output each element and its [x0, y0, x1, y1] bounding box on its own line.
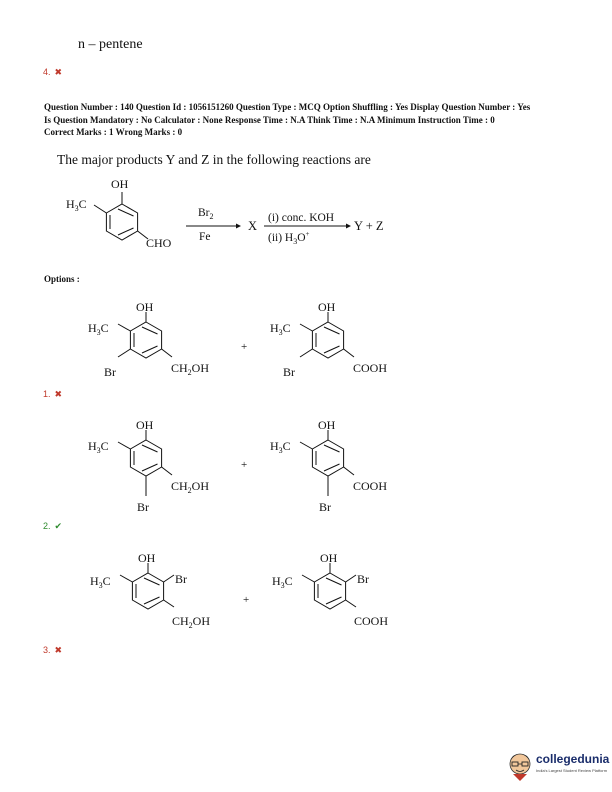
metadata-line-1: Question Number : 140 Question Id : 1056151260 Question Type : MCQ Option Shuffling : Yes Display Question Number : Yes	[44, 102, 531, 112]
reactant-h3c: $H_3C$	[66, 197, 87, 213]
opt2-right-h3c: $H_3C$	[270, 439, 291, 455]
opt1-plus: +	[241, 341, 248, 353]
option-3-structures	[0, 545, 612, 635]
brand-tagline: India's Largest Student Review Platform	[536, 768, 608, 773]
reactant-structure	[94, 192, 148, 240]
opt3-plus: +	[243, 594, 250, 606]
option-1-structures	[0, 290, 612, 390]
option-2-label: 2.	[43, 521, 51, 531]
opt2-left-h3c: $H_3C$	[88, 439, 109, 455]
step1-product: X	[248, 219, 258, 233]
opt3-right-br: Br	[357, 572, 369, 586]
option-2-left-ring	[118, 430, 172, 496]
option-3-label: 3.	[43, 645, 51, 655]
opt1-right-sub: COOH	[353, 361, 388, 375]
metadata-line-3: Correct Marks : 1 Wrong Marks : 0	[44, 127, 183, 137]
opt1-left-oh: OH	[136, 300, 154, 314]
opt3-left-sub: $CH_2OH$	[172, 614, 211, 630]
check-icon: ✔	[54, 521, 63, 531]
step2-arrowhead	[346, 224, 351, 229]
previous-answer: n – pentene	[78, 37, 143, 52]
step2-product: Y + Z	[354, 219, 384, 233]
step1-reagent-top: $Br_2$	[198, 207, 214, 221]
step2-reagent-bottom: (ii) $H_3O^+$	[268, 230, 310, 246]
opt3-left-oh: OH	[138, 551, 156, 565]
options-label: Options :	[44, 274, 80, 284]
opt1-right-oh: OH	[318, 300, 336, 314]
opt2-right-sub: COOH	[353, 479, 388, 493]
question-text: The major products Y and Z in the following reactions are	[57, 152, 371, 167]
opt3-right-sub: COOH	[354, 614, 389, 628]
opt2-right-br: Br	[319, 500, 331, 514]
option-2-right-ring	[300, 430, 354, 496]
opt2-right-oh: OH	[318, 418, 336, 432]
opt2-left-br: Br	[137, 500, 149, 514]
opt3-right-oh: OH	[320, 551, 338, 565]
opt3-left-h3c: $H_3C$	[90, 574, 111, 590]
cross-icon: ✖	[54, 645, 63, 655]
opt1-left-h3c: $H_3C$	[88, 321, 109, 337]
prev-question-number-label: 4.	[43, 67, 51, 77]
reaction-scheme	[0, 0, 612, 280]
opt1-right-h3c: $H_3C$	[270, 321, 291, 337]
step2-reagent-top: (i) conc. KOH	[268, 212, 335, 224]
opt3-right-h3c: $H_3C$	[272, 574, 293, 590]
opt1-left-sub: $CH_2OH$	[171, 361, 210, 377]
reactant-cho: CHO	[146, 236, 172, 250]
option-3-left-ring	[120, 563, 174, 609]
brand-logo: collegedunia	[536, 752, 610, 766]
option-2-number	[43, 516, 62, 534]
opt2-left-sub: $CH_2OH$	[171, 479, 210, 495]
option-1-number	[43, 384, 62, 402]
option-1-left-ring	[118, 312, 172, 358]
option-1-label: 1.	[43, 389, 51, 399]
metadata-line-2: Is Question Mandatory : No Calculator : None Response Time : N.A Think Time : N.A Minimum Instruction Time : 0	[44, 114, 495, 125]
step1-arrowhead	[236, 224, 241, 229]
option-3-number	[43, 640, 62, 658]
opt2-left-oh: OH	[136, 418, 154, 432]
option-3-right-ring	[302, 563, 356, 609]
opt3-left-br: Br	[175, 572, 187, 586]
opt2-plus: +	[241, 459, 248, 471]
option-1-right-ring	[300, 312, 354, 358]
option-2-structures	[0, 410, 612, 520]
reactant-oh: OH	[111, 177, 129, 191]
opt1-left-br: Br	[104, 365, 116, 379]
cross-icon: ✖	[54, 389, 63, 399]
opt1-right-br: Br	[283, 365, 295, 379]
mascot-icon	[505, 748, 535, 782]
step1-reagent-bottom: Fe	[199, 231, 211, 243]
cross-icon: ✖	[54, 67, 63, 77]
